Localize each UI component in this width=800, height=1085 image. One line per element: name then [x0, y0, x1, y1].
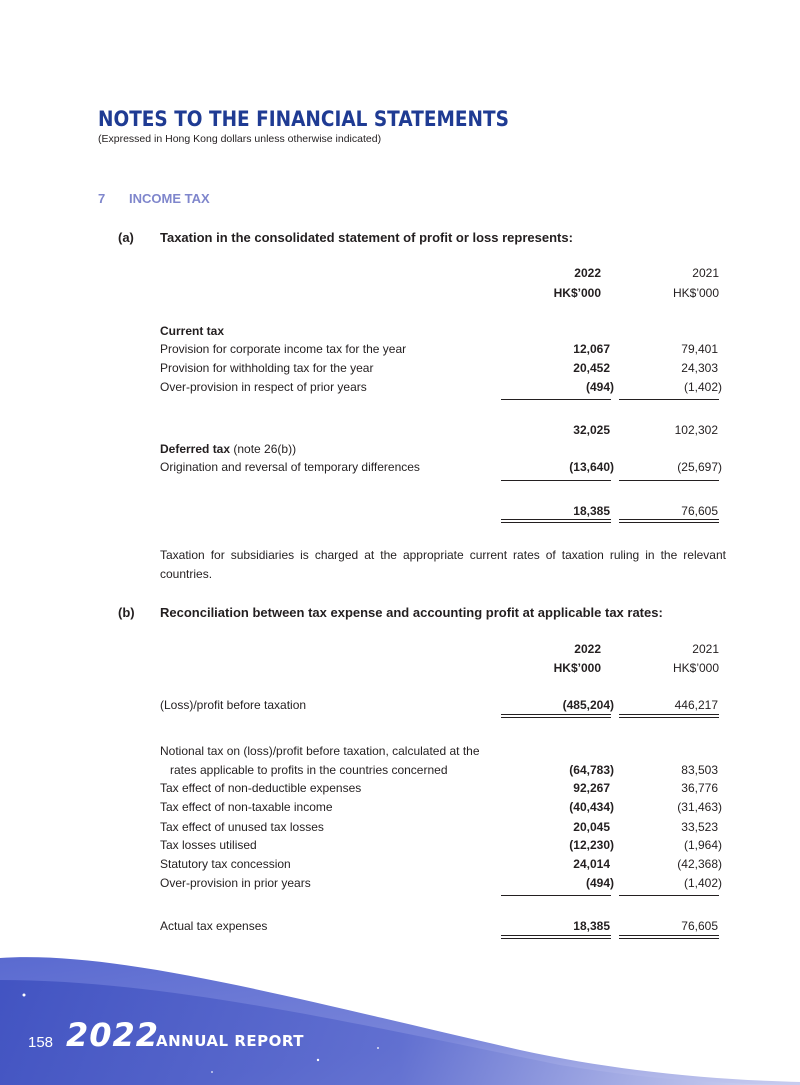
subtotal-2021: 102,302	[674, 423, 718, 437]
total-2022: 18,385	[573, 504, 610, 518]
subtotal-rule	[501, 895, 611, 896]
page-title: NOTES TO THE FINANCIAL STATEMENTS	[98, 107, 509, 132]
total-double-rule	[619, 935, 719, 939]
section-number: 7	[98, 191, 106, 206]
actual-2022: 18,385	[573, 919, 610, 933]
footer-year: 2022	[66, 1016, 160, 1054]
part-b-unit-2021: HK$’000	[672, 661, 719, 675]
table-row-label: Over-provision in prior years	[160, 876, 311, 890]
current-tax-heading: Current tax	[160, 324, 225, 338]
footer-report-label: ANNUAL REPORT	[156, 1032, 304, 1050]
table-cell-2021: 36,776	[681, 781, 718, 795]
deferred-tax-heading	[160, 442, 296, 456]
subtotal-rule	[619, 480, 719, 481]
table-cell-2021: (1,402)	[683, 380, 722, 394]
profit-double-rule	[501, 714, 611, 718]
part-a-unit-2022: HK$’000	[553, 286, 601, 300]
table-cell-2021: (1,402)	[683, 876, 722, 890]
table-cell-2022: (40,434)	[569, 800, 614, 814]
deferred-tax-note: (note 26(b))	[230, 442, 297, 456]
notional-label-line1: Notional tax on (loss)/profit before taxation, calculated at the	[160, 744, 480, 758]
subtotal-2022: 32,025	[573, 423, 610, 437]
profit-double-rule	[619, 714, 719, 718]
notional-2021: 83,503	[681, 763, 718, 777]
part-b-letter: (b)	[118, 605, 135, 620]
part-b-unit-2022: HK$’000	[553, 661, 601, 675]
taxation-paragraph: Taxation for subsidiaries is charged at the appropriate current rates of taxation ruling in the relevant countries.	[160, 548, 726, 581]
table-row-label: Tax effect of non-taxable income	[160, 800, 333, 814]
table-cell-2022: 92,267	[573, 781, 610, 795]
table-cell-2022: 12,067	[573, 342, 610, 356]
table-row-label: Provision for corporate income tax for the year	[160, 342, 407, 356]
table-cell-2021: (1,964)	[683, 838, 722, 852]
table-row-label: Provision for withholding tax for the year	[160, 361, 374, 375]
table-row-label: Tax effect of non-deductible expenses	[160, 781, 362, 795]
total-double-rule	[501, 935, 611, 939]
part-a-letter: (a)	[118, 230, 134, 245]
table-cell-2022: (12,230)	[569, 838, 614, 852]
table-cell-2021: 24,303	[681, 361, 718, 375]
table-row-label: Over-provision in respect of prior years	[160, 380, 367, 394]
table-row-label: Origination and reversal of temporary differences	[160, 460, 420, 474]
table-row-label: Tax effect of unused tax losses	[160, 820, 324, 834]
deferred-tax-heading-text: Deferred tax	[160, 442, 231, 456]
profit-2021: 446,217	[674, 698, 718, 712]
profit-row-label: (Loss)/profit before taxation	[160, 698, 307, 712]
subtotal-rule	[619, 399, 719, 400]
part-a-col-2021: 2021	[692, 266, 719, 280]
table-cell-2021: (42,368)	[677, 857, 722, 871]
table-cell-2021: 33,523	[681, 820, 718, 834]
part-a-title: Taxation in the consolidated statement of profit or loss represents:	[160, 230, 573, 245]
table-cell-2022: (494)	[585, 380, 614, 394]
part-a-unit-2021: HK$’000	[672, 286, 719, 300]
part-b-col-2022: 2022	[574, 642, 601, 656]
actual-2021: 76,605	[681, 919, 718, 933]
table-row-label: Statutory tax concession	[160, 857, 291, 871]
notional-2022: (64,783)	[569, 763, 614, 777]
part-b-title: Reconciliation between tax expense and accounting profit at applicable tax rates:	[160, 605, 663, 620]
page-subtitle: (Expressed in Hong Kong dollars unless otherwise indicated)	[98, 133, 382, 145]
table-cell-2022: 20,045	[573, 820, 610, 834]
table-cell-2022: 20,452	[573, 361, 610, 375]
total-double-rule	[619, 519, 719, 523]
table-cell-2022: 24,014	[573, 857, 610, 871]
page-number: 158	[28, 1034, 54, 1051]
part-a-col-2022: 2022	[574, 266, 601, 280]
table-cell-2022: (13,640)	[569, 460, 614, 474]
table-cell-2021: 79,401	[681, 342, 718, 356]
table-cell-2022: (494)	[585, 876, 614, 890]
table-cell-2021: (31,463)	[677, 800, 722, 814]
subtotal-rule	[501, 480, 611, 481]
actual-tax-label: Actual tax expenses	[160, 919, 268, 933]
table-cell-2021: (25,697)	[677, 460, 722, 474]
section-title: INCOME TAX	[129, 191, 210, 206]
profit-2022: (485,204)	[562, 698, 614, 712]
part-b-col-2021: 2021	[692, 642, 719, 656]
notional-label-line2: rates applicable to profits in the countries concerned	[170, 763, 448, 777]
subtotal-rule	[501, 399, 611, 400]
total-double-rule	[501, 519, 611, 523]
table-row-label: Tax losses utilised	[160, 838, 257, 852]
footer-banner	[0, 940, 800, 1085]
total-2021: 76,605	[681, 504, 718, 518]
subtotal-rule	[619, 895, 719, 896]
